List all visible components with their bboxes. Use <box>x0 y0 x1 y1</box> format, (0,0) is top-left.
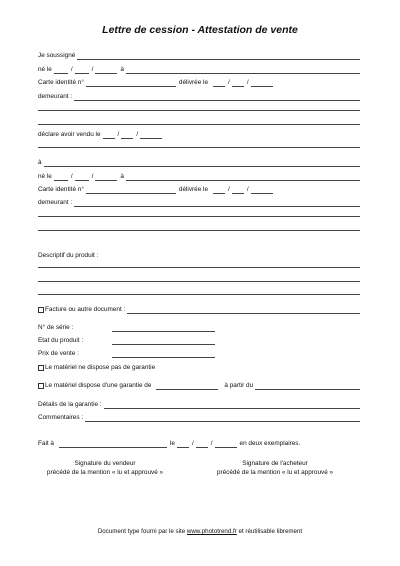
slash: / <box>70 66 73 73</box>
slash: / <box>136 131 139 138</box>
seller-id-month[interactable] <box>232 79 244 87</box>
label-from: à partir du <box>224 382 254 389</box>
label-a: à <box>38 159 42 166</box>
buyer-signature-title: Signature de l'acheteur <box>242 460 308 467</box>
buyer-name-field[interactable] <box>44 159 360 167</box>
label-fait-a: Fait à <box>38 440 54 447</box>
label-no-warranty: Le matériel ne dispose pas de garantie <box>45 364 156 371</box>
buyer-birth-month[interactable] <box>75 173 89 181</box>
footer-prefix: Document type fourni par le site <box>97 528 186 535</box>
no-warranty-checkbox[interactable] <box>38 365 44 371</box>
seller-birth-place[interactable] <box>126 66 360 74</box>
buyer-id-row <box>38 182 360 194</box>
invoice-checkbox[interactable] <box>38 307 44 313</box>
buyer-id-year[interactable] <box>251 186 273 194</box>
seller-birth-row <box>38 62 360 74</box>
buyer-address-line[interactable] <box>38 230 360 231</box>
slash: / <box>246 79 249 86</box>
label-a: à <box>120 173 124 180</box>
buyer-signature-mention: précédé de la mention « lu et approuvé » <box>216 468 334 476</box>
warranty-duration-field[interactable] <box>156 382 218 390</box>
seller-address-field[interactable] <box>74 93 360 101</box>
label-delivree: délivrée le <box>178 79 209 86</box>
seller-address-row <box>38 89 360 101</box>
buyer-name-row <box>38 155 360 167</box>
warranty-details-row <box>38 397 360 409</box>
warranty-row <box>38 378 360 390</box>
serial-row <box>38 320 360 332</box>
buyer-birth-row <box>38 169 360 181</box>
buyer-address-field[interactable] <box>74 199 360 207</box>
label-descriptif: Descriptif du produit : <box>38 252 99 259</box>
seller-signature-title: Signature du vendeur <box>74 460 136 467</box>
label-le: le <box>169 440 175 447</box>
footer-note <box>0 528 400 535</box>
label-serie: N° de série : <box>38 324 74 331</box>
buyer-id-number[interactable] <box>86 186 176 194</box>
buyer-id-day[interactable] <box>213 186 225 194</box>
sale-date-row <box>38 127 360 139</box>
buyer-birth-day[interactable] <box>54 173 68 181</box>
label-facture: Facture ou autre document : <box>45 306 126 313</box>
sale-day[interactable] <box>103 131 115 139</box>
slash: / <box>210 440 213 447</box>
slash: / <box>228 79 230 86</box>
slash: / <box>246 186 249 193</box>
seller-id-row <box>38 75 360 87</box>
sale-month[interactable] <box>121 131 133 139</box>
label-ne-le: né le <box>38 66 52 73</box>
slash: / <box>91 173 94 180</box>
label-exemplaires: en deux exemplaires. <box>239 440 301 447</box>
label-warranty-details: Détails de la garantie : <box>38 401 102 408</box>
label-carte-identite: Carte identité n° <box>38 186 84 193</box>
slash: / <box>91 66 94 73</box>
label-ne-le: né le <box>38 173 52 180</box>
label-soussigne: Je soussigné <box>38 52 76 59</box>
seller-name-row <box>38 48 360 60</box>
seller-address-line[interactable] <box>38 110 360 111</box>
seller-address-line[interactable] <box>38 124 360 125</box>
buyer-address-line[interactable] <box>38 216 360 217</box>
price-field[interactable] <box>112 350 215 358</box>
product-description-row <box>38 248 360 260</box>
closing-day[interactable] <box>177 440 189 448</box>
label-delivree: délivrée le <box>178 186 209 193</box>
label-declare: déclare avoir vendu le <box>38 131 101 138</box>
closing-row <box>38 436 360 448</box>
product-description-line[interactable] <box>38 294 360 295</box>
seller-id-number[interactable] <box>86 79 176 87</box>
warranty-checkbox[interactable] <box>38 383 44 389</box>
seller-signature-mention: précédé de la mention « lu et approuvé » <box>46 468 164 476</box>
price-row <box>38 346 360 358</box>
slash: / <box>191 440 194 447</box>
serial-field[interactable] <box>112 324 215 332</box>
seller-birth-month[interactable] <box>75 66 89 74</box>
label-etat: Etat du produit : <box>38 337 84 344</box>
seller-id-day[interactable] <box>213 79 225 87</box>
seller-signature-block[interactable] <box>25 460 185 477</box>
sale-year[interactable] <box>140 131 162 139</box>
sale-item-line[interactable] <box>38 147 360 148</box>
label-comments: Commentaires : <box>38 414 84 421</box>
condition-field[interactable] <box>112 337 215 345</box>
label-demeurant: demeurant : <box>38 93 73 100</box>
invoice-row <box>38 302 360 314</box>
warranty-details-field[interactable] <box>104 401 360 409</box>
seller-name-field[interactable] <box>77 52 360 60</box>
footer-link[interactable]: www.phototrend.fr <box>186 528 237 535</box>
label-demeurant: demeurant : <box>38 199 73 206</box>
slash: / <box>117 131 120 138</box>
warranty-start-field[interactable] <box>255 382 360 390</box>
invoice-field[interactable] <box>127 306 360 314</box>
comments-field[interactable] <box>85 414 360 422</box>
no-warranty-row <box>38 360 360 372</box>
buyer-signature-block[interactable] <box>195 460 355 477</box>
document-title: Lettre de cession - Attestation de vente <box>102 24 298 36</box>
condition-row <box>38 333 360 345</box>
label-a: à <box>120 66 124 73</box>
closing-year[interactable] <box>215 440 237 448</box>
footer-suffix: et réutilisable librement <box>238 528 303 535</box>
seller-birth-year[interactable] <box>95 66 117 74</box>
product-description-line[interactable] <box>38 281 360 282</box>
buyer-birth-place[interactable] <box>126 173 360 181</box>
place-field[interactable] <box>59 440 167 448</box>
seller-id-year[interactable] <box>251 79 273 87</box>
product-description-line[interactable] <box>38 267 360 268</box>
seller-birth-day[interactable] <box>54 66 68 74</box>
closing-month[interactable] <box>196 440 208 448</box>
label-carte-identite: Carte identité n° <box>38 79 84 86</box>
slash: / <box>70 173 73 180</box>
buyer-birth-year[interactable] <box>95 173 117 181</box>
buyer-address-row <box>38 195 360 207</box>
label-prix: Prix de vente : <box>38 350 79 357</box>
slash: / <box>228 186 230 193</box>
label-warranty: Le matériel dispose d'une garantie de <box>45 382 152 389</box>
comments-row <box>38 410 360 422</box>
buyer-id-month[interactable] <box>232 186 244 194</box>
